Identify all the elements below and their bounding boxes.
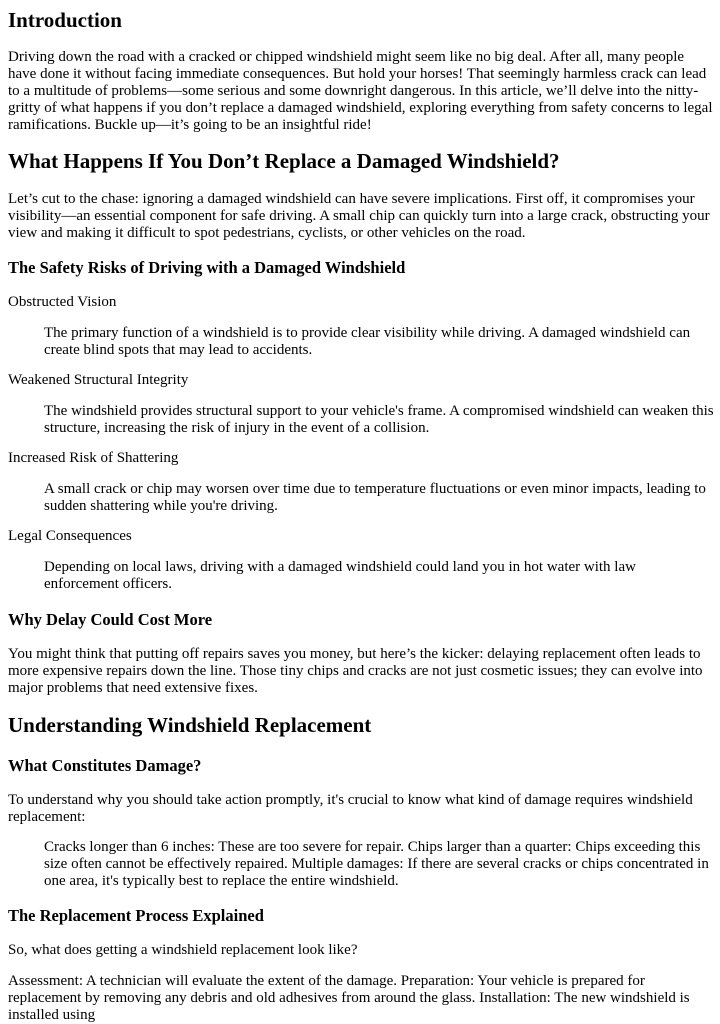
constitutes-section	[8, 756, 714, 775]
intro-paragraph: Driving down the road with a cracked or chipped windshield might seem like no big deal. After all, many people have done it without facing immediate consequences. But hold your horses! That seemingly harmless crack can lead to a multitude of problems—some serious and some downright dangerous. In this article, we’ll delve into the nitty-gritty of what happens if you don’t replace a damaged windshield, exploring everything from safety concerns to legal ramifications. Buckle up—it’s going to be an insightful ride!	[8, 49, 713, 133]
delay-paragraph-wrap	[8, 646, 714, 697]
risk-term-obstructed-vision: Obstructed Vision	[8, 294, 117, 310]
process-heading: The Replacement Process Explained	[8, 906, 264, 925]
constitutes-paragraph-wrap	[8, 792, 714, 826]
intro-section	[8, 8, 714, 32]
delay-paragraph: You might think that putting off repairs saves you money, but here’s the kicker: delaying replacement often leads to more expensive repairs down the line. Those tiny chips and cracks are not just cosmetic issues; they can evolve into major problems that need extensive fixes.	[8, 646, 703, 696]
process-paragraph: So, what does getting a windshield replacement look like?	[8, 942, 358, 958]
risk-term-structural-integrity: Weakened Structural Integrity	[8, 372, 189, 388]
damage-criteria-blockquote: Cracks longer than 6 inches: These are too severe for repair. Chips larger than a quarter: Chips exceeding this size often cannot be effectively repaired. Multiple damages: If there are several cracks or chips concentrated in one area, it's typically best to replace the entire windshield.	[44, 839, 709, 889]
delay-section	[8, 610, 714, 629]
risk-desc-legal: Depending on local laws, driving with a damaged windshield could land you in hot water with law enforcement officers.	[44, 559, 636, 592]
risk-desc-obstructed-vision: The primary function of a windshield is to provide clear visibility while driving. A damaged windshield can create blind spots that may lead to accidents.	[44, 325, 691, 358]
risk-desc-shattering: A small crack or chip may worsen over time due to temperature fluctuations or even minor impacts, leading to sudden shattering while you're driving.	[44, 481, 706, 514]
intro-heading: Introduction	[8, 8, 122, 32]
risk-term-legal: Legal Consequences	[8, 528, 132, 544]
safety-risks-section	[8, 258, 714, 277]
constitutes-paragraph: To understand why you should take action promptly, it's crucial to know what kind of damage requires windshield replacement:	[8, 792, 693, 825]
risk-desc-structural-integrity: The windshield provides structural support to your vehicle's frame. A compromised windshield can weaken this structure, increasing the risk of injury in the event of a collision.	[44, 403, 714, 436]
understanding-section	[8, 713, 714, 737]
what-happens-paragraph-wrap	[8, 191, 714, 242]
constitutes-indented-wrap	[8, 839, 714, 890]
safety-risks-heading: The Safety Risks of Driving with a Damaged Windshield	[8, 258, 406, 277]
delay-heading: Why Delay Could Cost More	[8, 610, 213, 629]
risk-term-shattering: Increased Risk of Shattering	[8, 450, 179, 466]
what-happens-paragraph: Let’s cut to the chase: ignoring a damaged windshield can have severe implications. First off, it compromises your visibility—an essential component for safe driving. A small chip can quickly turn into a large crack, obstructing your view and making it difficult to spot pedestrians, cyclists, or other vehicles on the road.	[8, 191, 710, 241]
process-steps-wrap	[8, 973, 714, 1024]
process-section	[8, 906, 714, 925]
intro-paragraph-wrap	[8, 49, 714, 134]
what-happens-heading: What Happens If You Don’t Replace a Damaged Windshield?	[8, 149, 560, 173]
process-steps-paragraph: Assessment: A technician will evaluate the extent of the damage. Preparation: Your vehicle is prepared for replacement by removing any debris and old adhesives from around the glass. Installation: The new windshield is installed using	[8, 973, 690, 1023]
process-paragraph-wrap	[8, 942, 714, 959]
understanding-heading: Understanding Windshield Replacement	[8, 713, 372, 737]
constitutes-heading: What Constitutes Damage?	[8, 756, 202, 775]
what-happens-section	[8, 149, 714, 173]
